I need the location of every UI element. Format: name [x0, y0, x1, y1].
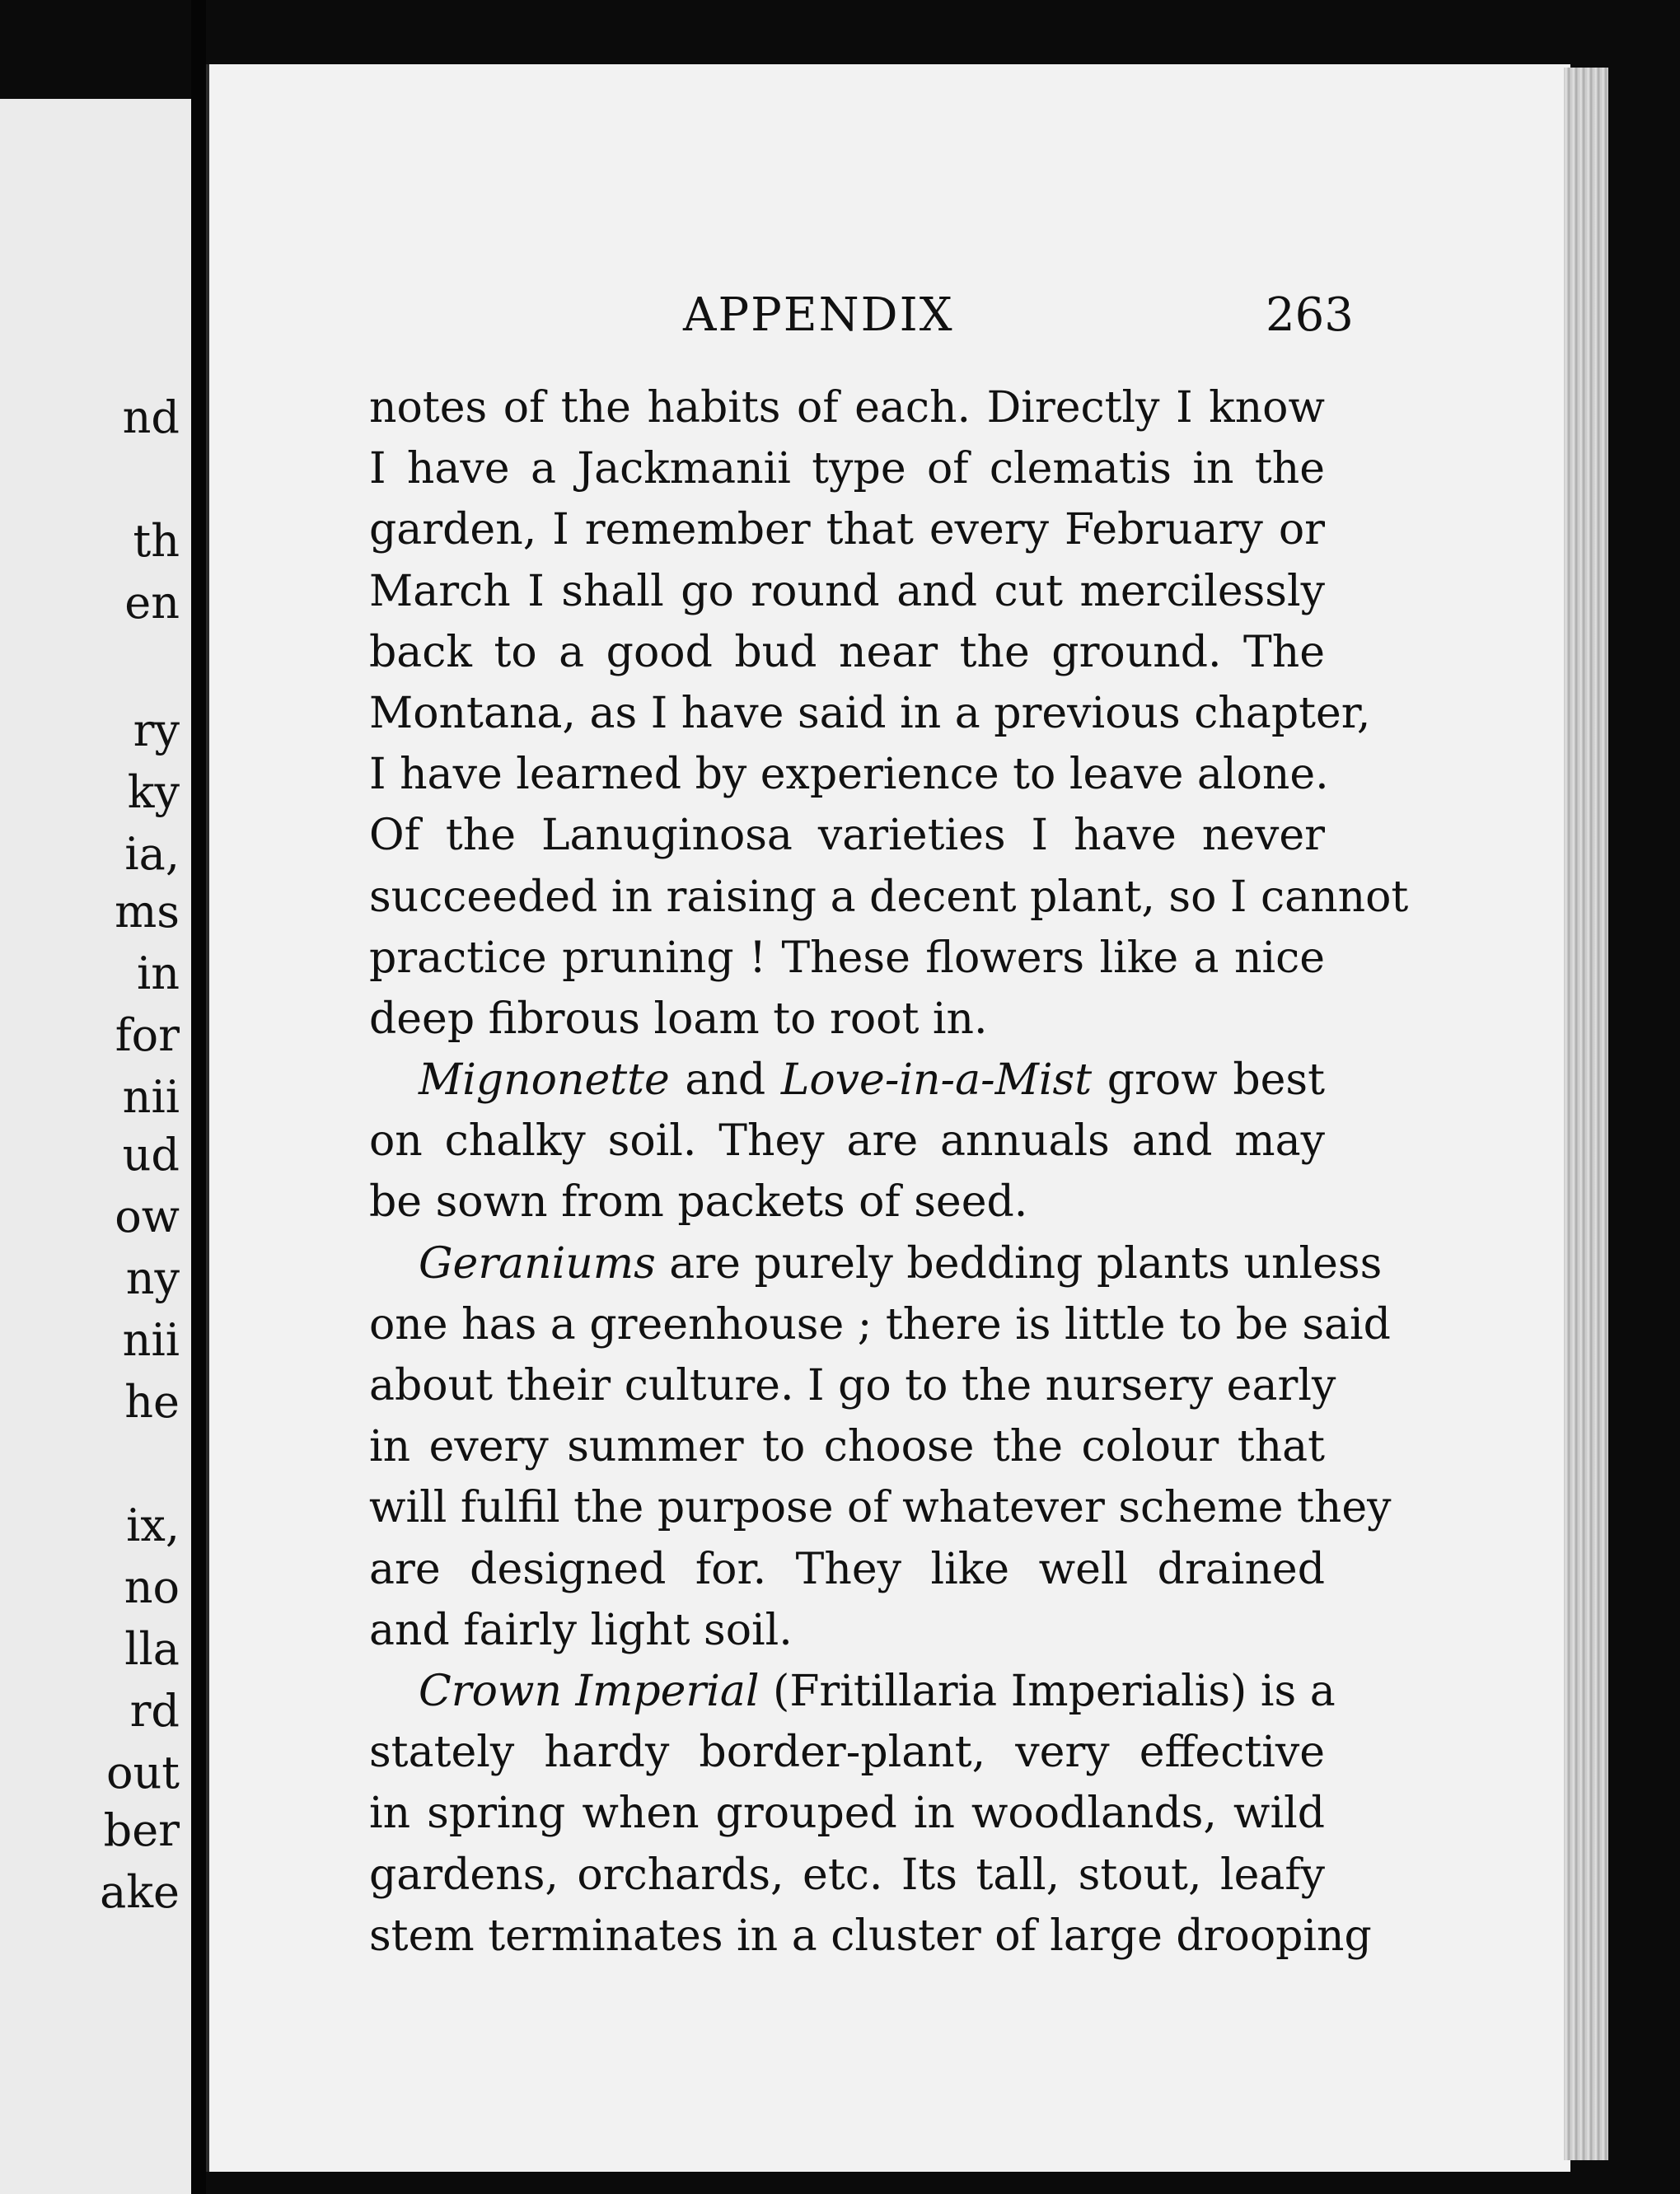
- text-segment: Montana, as I have said in a previous chapter,: [369, 688, 1371, 738]
- previous-page-fragment: th: [133, 515, 180, 567]
- text-segment: in spring when grouped in woodlands, wild: [369, 1789, 1325, 1839]
- text-line: [369, 1355, 1336, 1416]
- page-edge: [1564, 68, 1608, 2160]
- running-head-title: APPENDIX: [683, 288, 954, 342]
- previous-page-fragment: in: [136, 947, 180, 999]
- text-line: [369, 1050, 1325, 1111]
- page-number: 263: [1266, 288, 1354, 342]
- text-line: [369, 1172, 1325, 1233]
- previous-page-fragment: nd: [122, 391, 180, 443]
- previous-page-fragment: out: [106, 1747, 180, 1799]
- previous-page-fragment: no: [124, 1561, 180, 1613]
- text-line: [369, 1233, 1383, 1294]
- previous-page-fragment: ny: [125, 1252, 180, 1304]
- book-gutter: [191, 0, 206, 2194]
- text-segment: garden, I remember that every February or: [369, 505, 1325, 555]
- text-line: [369, 622, 1325, 683]
- text-segment: succeeded in raising a decent plant, so I cannot: [369, 872, 1409, 922]
- book-page: [206, 64, 1570, 2172]
- text-line: [369, 1722, 1325, 1783]
- previous-page-fragment: ow: [115, 1191, 180, 1242]
- body-text: [369, 377, 1409, 1967]
- text-line: [369, 1783, 1325, 1844]
- text-segment: I have learned by experience to leave alone.: [369, 750, 1329, 800]
- italic-term: Love-in-a-Mist: [780, 1055, 1093, 1106]
- italic-term: Crown Imperial: [419, 1666, 760, 1716]
- text-segment: notes of the habits of each. Directly I know: [369, 383, 1325, 433]
- text-segment: back to a good bud near the ground. The: [369, 627, 1325, 677]
- text-segment: gardens, orchards, etc. Its tall, stout, leafy: [369, 1850, 1325, 1900]
- previous-page-fragment: ber: [103, 1804, 180, 1856]
- text-segment: deep fibrous loam to root in.: [369, 994, 988, 1044]
- text-line: [369, 438, 1325, 499]
- text-segment: one has a greenhouse ; there is little to be said: [369, 1299, 1391, 1350]
- text-line: [369, 683, 1371, 744]
- text-line: [369, 1111, 1325, 1172]
- previous-page-fragment: ms: [115, 886, 180, 938]
- previous-page-fragment: ake: [100, 1866, 180, 1918]
- text-segment: I have a Jackmanii type of clematis in the: [369, 444, 1325, 494]
- text-line: [369, 561, 1325, 622]
- italic-term: Geraniums: [419, 1238, 656, 1289]
- previous-page-fragment: rd: [129, 1685, 180, 1737]
- text-line: [369, 499, 1325, 560]
- text-line: [369, 1906, 1372, 1967]
- text-segment: will fulfil the purpose of whatever scheme they: [369, 1483, 1392, 1533]
- text-segment: on chalky soil. They are annuals and may: [369, 1116, 1325, 1167]
- previous-page-fragment: nii: [122, 1071, 180, 1123]
- text-line: [369, 805, 1325, 866]
- text-line: [369, 744, 1329, 805]
- text-line: [369, 989, 1325, 1050]
- text-segment: and: [669, 1055, 781, 1106]
- text-segment: stately hardy border-plant, very effective: [369, 1728, 1325, 1778]
- text-line: [369, 1294, 1391, 1355]
- previous-page-fragment: for: [115, 1009, 180, 1061]
- previous-page-fragment: ry: [133, 704, 180, 756]
- previous-page-fragment: en: [124, 577, 180, 629]
- previous-page-fragment: nii: [122, 1314, 180, 1366]
- text-segment: grow best: [1092, 1055, 1325, 1106]
- previous-page-fragment: lla: [124, 1623, 180, 1675]
- previous-page-fragment: ud: [122, 1129, 180, 1181]
- previous-page-fragment: ky: [127, 766, 180, 818]
- text-line: [369, 1600, 1325, 1661]
- previous-page-fragment: ix,: [126, 1499, 180, 1551]
- text-segment: and fairly light soil.: [369, 1605, 793, 1655]
- text-segment: in every summer to choose the colour that: [369, 1422, 1325, 1472]
- text-line: [369, 1845, 1325, 1906]
- text-segment: March I shall go round and cut mercilessly: [369, 566, 1325, 616]
- previous-page-strip: [0, 99, 191, 2194]
- text-segment: are designed for. They like well drained: [369, 1544, 1325, 1594]
- text-segment: about their culture. I go to the nursery early: [369, 1361, 1336, 1410]
- text-segment: be sown from packets of seed.: [369, 1177, 1028, 1228]
- text-line: [369, 1539, 1325, 1600]
- text-segment: Of the Lanuginosa varieties I have never: [369, 811, 1325, 861]
- text-line: [369, 377, 1325, 438]
- text-line: [369, 1661, 1336, 1722]
- text-segment: (Fritillaria Imperialis) is a: [759, 1666, 1336, 1716]
- text-line: [369, 867, 1409, 928]
- text-line: [369, 1477, 1392, 1538]
- text-segment: stem terminates in a cluster of large drooping: [369, 1911, 1372, 1961]
- previous-page-fragment: he: [124, 1376, 180, 1428]
- previous-page-fragment: ia,: [124, 828, 180, 880]
- running-header: [209, 288, 1570, 346]
- text-segment: practice pruning ! These flowers like a nice: [369, 933, 1325, 983]
- italic-term: Mignonette: [419, 1055, 670, 1106]
- text-segment: are purely bedding plants unless: [655, 1238, 1383, 1289]
- text-line: [369, 928, 1325, 989]
- text-line: [369, 1416, 1325, 1477]
